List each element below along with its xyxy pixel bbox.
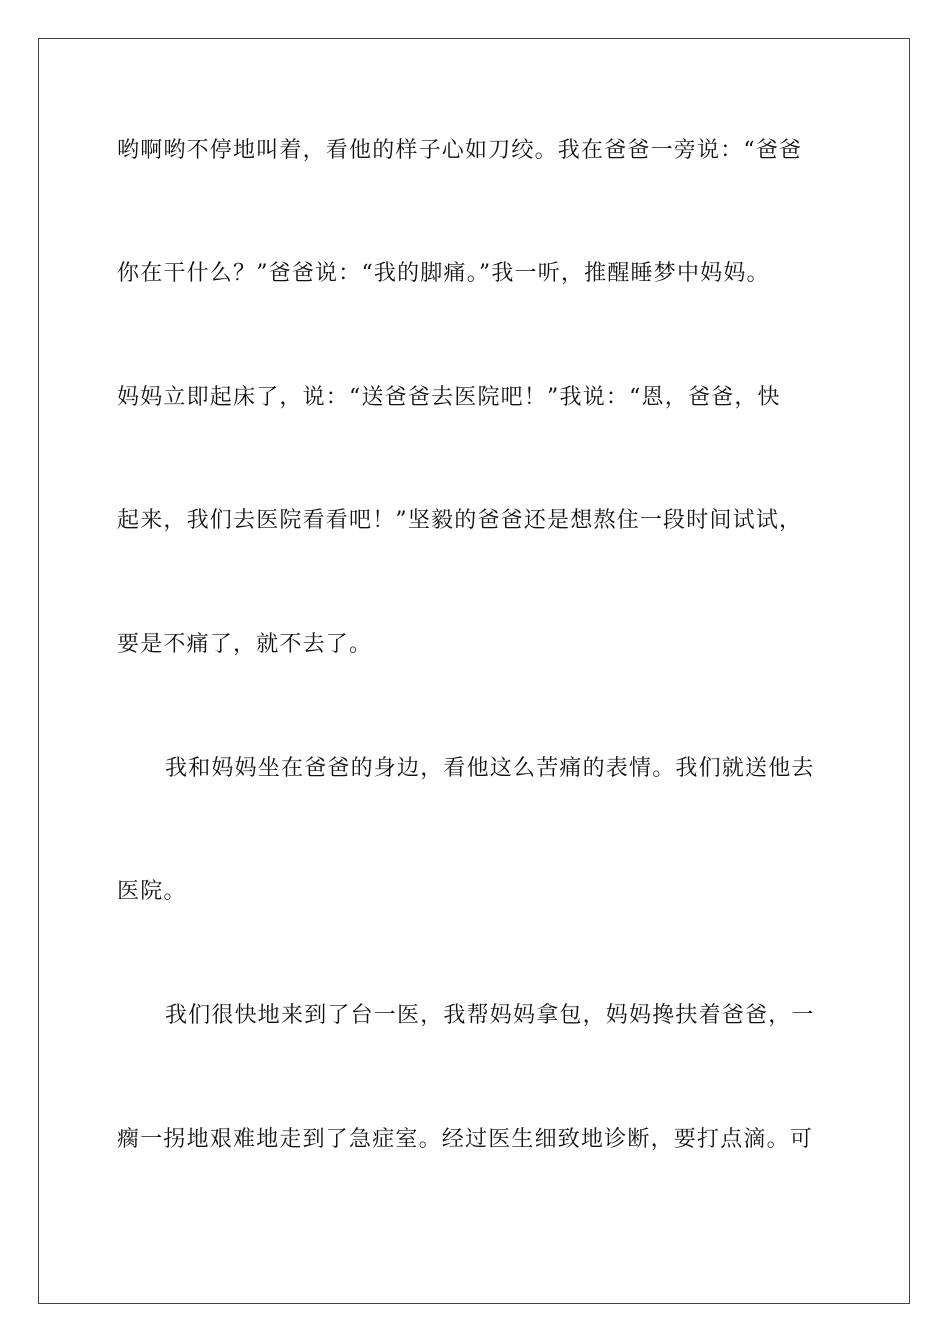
text-line: 要是不痛了，就不去了。	[117, 632, 373, 657]
text-line: 哟啊哟不停地叫着，看他的样子心如刀绞。我在爸爸一旁说：“爸爸	[117, 138, 803, 163]
text-line: 妈妈立即起床了，说：“送爸爸去医院吧！”我说：“恩，爸爸，快	[117, 385, 781, 410]
text-line: 起来，我们去医院看看吧！”坚毅的爸爸还是想熬住一段时间试试，	[117, 508, 803, 533]
text-line: 你在干什么？”爸爸说：“我的脚痛。”我一听，推醒睡梦中妈妈。	[117, 261, 770, 286]
text-line: 瘸一拐地艰难地走到了急症室。经过医生细致地诊断，要打点滴。可	[117, 1127, 814, 1152]
text-line: 医院。	[117, 879, 187, 904]
page-border	[38, 38, 910, 1304]
paragraph-start-line: 我和妈妈坐在爸爸的身边，看他这么苦痛的表情。我们就送他去	[165, 756, 815, 781]
paragraph-start-line: 我们很快地来到了台一医，我帮妈妈拿包，妈妈搀扶着爸爸，一	[165, 1003, 815, 1028]
